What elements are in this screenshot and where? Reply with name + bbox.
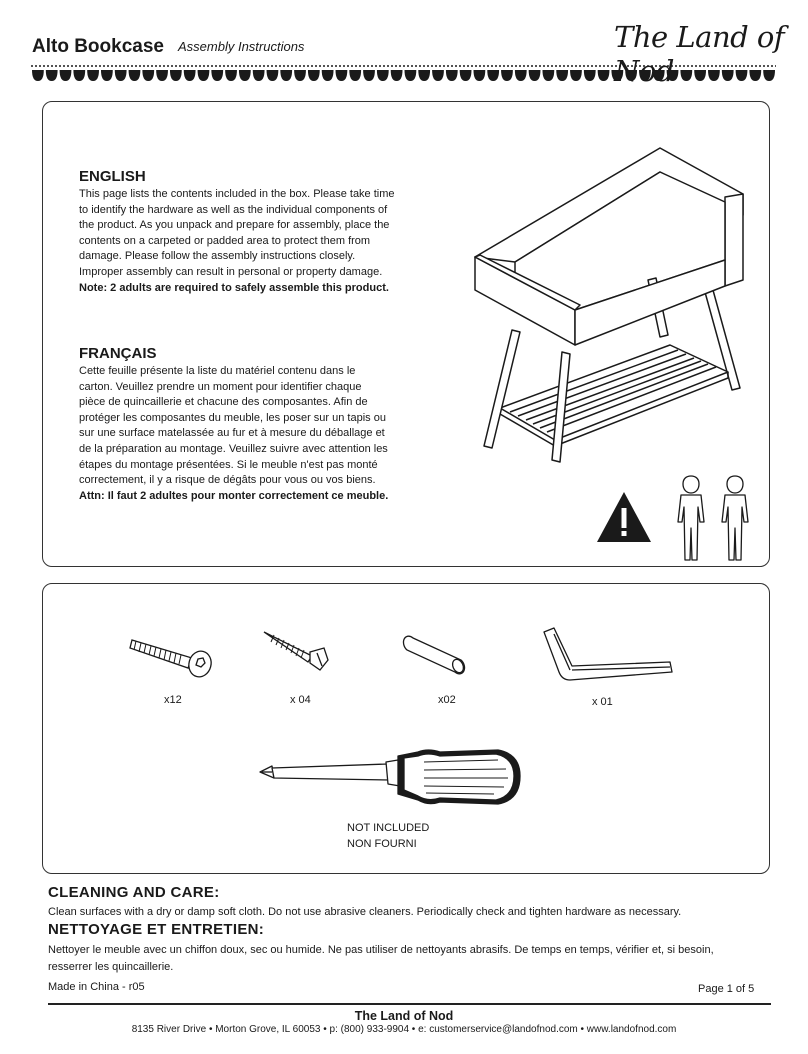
scallop-shape [294,70,306,81]
scallop-shape [184,70,196,81]
page-number: Page 1 of 5 [698,983,755,995]
allen-key-quantity: x 01 [592,696,613,708]
scallop-shape [87,70,99,81]
scallop-shape [598,70,610,81]
dowel-quantity: x02 [438,694,456,706]
not-included-label: NOT INCLUDED [347,822,430,834]
french-line: carton. Veuillez prendre un moment pour identifier chaque [79,380,362,393]
english-line: This page lists the contents included in the box. Please take time [79,188,395,200]
scallop-shape [253,70,265,81]
scallop-shape [336,70,348,81]
made-in-label: Made in China - r05 [48,981,145,993]
french-line: protéger les composantes du meuble, les poser sur un tapis ou [79,411,386,424]
scallop-shape [446,70,458,81]
scallop-shape [405,70,417,81]
scallop-shape [432,70,444,81]
english-line: contents on a carpeted or padded area to protect them from [79,234,371,247]
screw-quantity: x 04 [290,694,311,706]
scallop-shape [101,70,113,81]
footer-company: The Land of Nod [354,1009,454,1023]
scallop-shape [749,70,761,81]
french-line: correctement, il y a risque de dégâts pour vous ou vos biens. [79,474,376,487]
wood-screw-icon [262,630,332,674]
english-note: Note: 2 adults are required to safely assemble this product. [79,281,389,294]
french-heading: FRANÇAIS [79,345,157,362]
scallop-shape [391,70,403,81]
english-line: damage. Please follow the assembly instructions closely. [79,250,356,263]
scallop-shape [625,70,637,81]
scallop-shape [529,70,541,81]
screwdriver-note [347,820,429,852]
english-line: Improper assembly can result in personal or property damage. [79,265,383,278]
care-text: Clean surfaces with a dry or damp soft cloth. Do not use abrasive cleaners. Periodically check and tighten hardware as necessary. [48,906,682,918]
scallop-shape [639,70,651,81]
scallop-shape [211,70,223,81]
scallop-shape [32,70,44,81]
allen-key-icon [542,624,676,686]
care-heading: CLEANING AND CARE: [48,884,220,901]
french-line: Cette feuille présente la liste du matériel contenu dans le [79,365,356,377]
scallop-shape [280,70,292,81]
scallop-shape [129,70,141,81]
scallop-shape [515,70,527,81]
document-title: Alto Bookcase [32,36,164,57]
two-adults-icon [675,474,755,562]
scallop-shape [763,70,775,81]
scallop-shape [708,70,720,81]
scalloped-divider [31,64,776,84]
scallop-shape [115,70,127,81]
scallop-shape [225,70,237,81]
non-fourni-label: NON FOURNI [347,838,417,850]
scallop-shape [570,70,582,81]
french-text [79,364,424,504]
scallop-shape [736,70,748,81]
scallop-shape [680,70,692,81]
scallop-shape [156,70,168,81]
scallop-shape [501,70,513,81]
scallop-shape [46,70,58,81]
scallop-shape [60,70,72,81]
french-line: étapes du montage présentées. Si le meuble n'est pas monté [79,458,378,471]
footer-rule [48,1003,771,1005]
scallop-shape [418,70,430,81]
scallop-shape [198,70,210,81]
scallop-shape [487,70,499,81]
french-line: sur une surface matelassée au fur et à mesure du déballage et [79,427,385,440]
english-heading: ENGLISH [79,168,146,185]
french-line: pièce de quincaillerie et chacune des composantes. Afin de [79,396,368,409]
bolt-icon [128,630,218,678]
scallop-shape [653,70,665,81]
english-text [79,187,424,296]
french-note: Attn: Il faut 2 adultes pour monter correctement ce meuble. [79,489,389,502]
scallop-shape [322,70,334,81]
document-subtitle: Assembly Instructions [178,39,305,54]
english-line: to identify the hardware as well as the individual components of [79,203,388,216]
scallop-shape [667,70,679,81]
scallop-shape [722,70,734,81]
scallop-shape [363,70,375,81]
scallop-shape [239,70,251,81]
brand-logo: The Land of [614,20,785,54]
scallop-shape [308,70,320,81]
scallop-shape [542,70,554,81]
scallop-shape [349,70,361,81]
scallop-shape [142,70,154,81]
english-line: the product. As you unpack and prepare for assembly, place the [79,219,390,232]
care-text-fr: Nettoyer le meuble avec un chiffon doux, sec ou humide. Ne pas utiliser de nettoyants abrasifs. De temps en temps, vérifier et, si besoin, resserrer les quincaillerie. [48,944,714,973]
scallop-shape [73,70,85,81]
scallop-shape [556,70,568,81]
scallop-shape [473,70,485,81]
french-line: de la préparation au montage. Veuillez suivre avec attention les [79,442,388,455]
scallop-shape [694,70,706,81]
screwdriver-icon [258,742,520,810]
care-heading-fr: NETTOYAGE ET ENTRETIEN: [48,921,265,938]
scallop-shape [377,70,389,81]
warning-triangle-icon [595,490,653,544]
scallop-shape [584,70,596,81]
scallop-shape [170,70,182,81]
scallop-shape [460,70,472,81]
scallop-shape [611,70,623,81]
footer-address: 8135 River Drive • Morton Grove, IL 60053 • p: (800) 933-9904 • e: customerservice@landofnod.com • www.landofnod.com [131,1024,677,1035]
bookcase-illustration [470,140,760,470]
dowel-icon [405,632,469,674]
scallop-shape [267,70,279,81]
bolt-quantity: x12 [164,694,182,706]
